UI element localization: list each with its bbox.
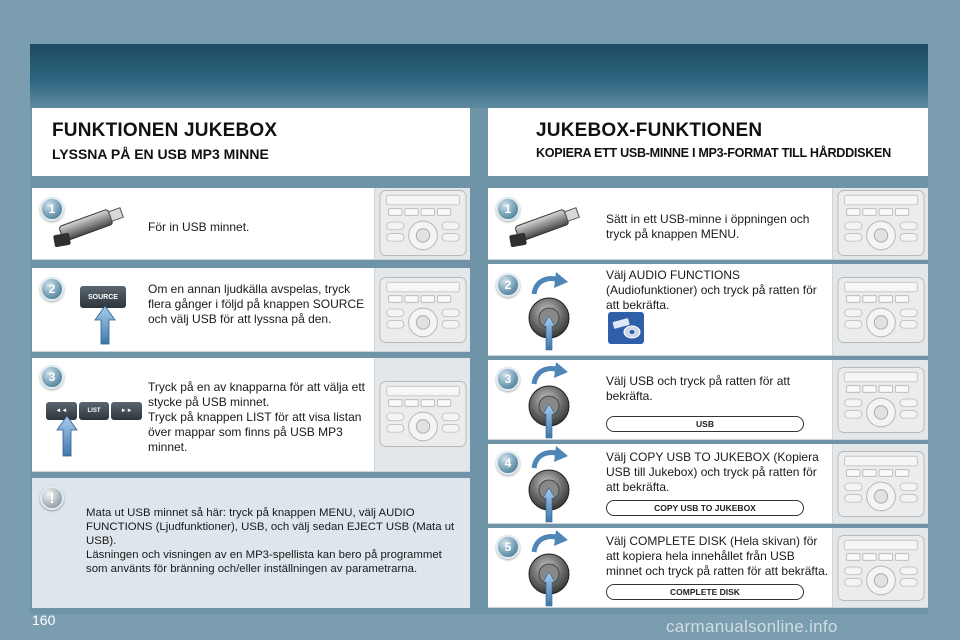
- radio-panel-thumb: [374, 268, 470, 351]
- step-text: Välj COPY USB TO JUKEBOX (Kopiera USB till Jukebox) och tryck på ratten för att bekräfta.: [606, 450, 819, 494]
- warning-icon: !: [40, 486, 64, 510]
- step-badge: 1: [40, 197, 64, 221]
- right-step-3: [488, 360, 928, 440]
- step-text: Om en annan ljudkälla avspelas, tryck flera gånger i följd på knappen SOURCE och välj USB för att lyssna på den.: [148, 282, 365, 326]
- top-banner: [30, 44, 928, 108]
- right-header: [488, 108, 928, 176]
- usb-to-jukebox-icon: [608, 312, 644, 344]
- step-text: Välj AUDIO FUNCTIONS (Audiofunktioner) och tryck på ratten för att bekräfta.: [606, 268, 817, 312]
- right-step-2: [488, 264, 928, 356]
- left-step-2: [32, 268, 470, 352]
- usb-stick-icon: [50, 200, 130, 250]
- press-arrow-icon: [56, 414, 78, 458]
- prev-track-button: ◄◄: [46, 402, 77, 420]
- radio-panel-icon: [837, 189, 925, 257]
- step-text: Tryck på en av knapparna för att välja ett stycke på USB minnet. Tryck på knappen LIST för att visa listan över mappar som finns på USB MP3 minnet.: [148, 380, 366, 454]
- radio-panel-thumb: [374, 188, 470, 259]
- step-badge: 5: [496, 535, 520, 559]
- radio-panel-thumb: [832, 360, 928, 439]
- right-title: JUKEBOX-FUNKTIONEN: [536, 120, 763, 141]
- radio-panel-icon: [837, 450, 925, 518]
- rotary-knob-icon: [526, 362, 572, 440]
- radio-panel-icon: [837, 534, 925, 602]
- list-button: LIST: [79, 402, 110, 420]
- left-step-1: [32, 188, 470, 260]
- radio-panel-icon: [379, 189, 467, 257]
- press-arrow-icon: [94, 304, 116, 346]
- left-header: [32, 108, 470, 176]
- step-badge: 2: [40, 277, 64, 301]
- rotary-knob-icon: [526, 270, 572, 352]
- page-number: 160: [32, 612, 56, 628]
- next-track-button: ►►: [111, 402, 142, 420]
- radio-panel-icon: [837, 366, 925, 434]
- step-text: Välj COMPLETE DISK (Hela skivan) för att kopiera hela innehållet från USB minnet och tryck på ratten för att bekräfta.: [606, 534, 829, 578]
- radio-panel-thumb: [832, 444, 928, 523]
- radio-panel-icon: [379, 276, 467, 344]
- right-step-5: [488, 528, 928, 608]
- menu-option-usb: USB: [606, 416, 804, 432]
- step-badge: 3: [496, 367, 520, 391]
- menu-option-complete-disk: COMPLETE DISK: [606, 584, 804, 600]
- source-button: SOURCE: [80, 286, 126, 308]
- eject-note: [32, 478, 470, 608]
- usb-stick-icon: [506, 200, 586, 250]
- radio-panel-thumb: [832, 264, 928, 355]
- radio-panel-icon: [379, 380, 467, 448]
- left-step-3: [32, 358, 470, 472]
- step-badge: 3: [40, 365, 64, 389]
- left-title: FUNKTIONEN JUKEBOX: [52, 120, 278, 141]
- radio-panel-thumb: [832, 528, 928, 607]
- note-text: Mata ut USB minnet så här: tryck på knappen MENU, välj AUDIO FUNCTIONS (Ljudfunktioner), USB, och välj sedan EJECT USB (Mata ut USB). Läsningen och visningen av en MP3-spellista kan bero på programmet som använts för bränning och/eller inställningen av parametrarna.: [86, 507, 455, 575]
- left-subtitle: LYSSNA PÅ EN USB MP3 MINNE: [52, 146, 269, 162]
- step-text: Välj USB och tryck på ratten för att bekräfta.: [606, 374, 791, 403]
- right-subtitle: KOPIERA ETT USB-MINNE I MP3-FORMAT TILL HÅRDDISKEN: [536, 146, 891, 160]
- step-badge: 2: [496, 273, 520, 297]
- step-text: Sätt in ett USB-minne i öppningen och tryck på knappen MENU.: [606, 212, 810, 241]
- radio-panel-thumb: [832, 188, 928, 259]
- step-text: För in USB minnet.: [148, 220, 250, 234]
- radio-panel-icon: [837, 276, 925, 344]
- rotary-knob-icon: [526, 530, 572, 608]
- step-badge: 1: [496, 197, 520, 221]
- right-step-1: [488, 188, 928, 260]
- watermark: carmanualsonline.info: [666, 617, 838, 636]
- right-step-4: [488, 444, 928, 524]
- rotary-knob-icon: [526, 446, 572, 524]
- menu-option-copy-usb-to-jukebox: COPY USB TO JUKEBOX: [606, 500, 804, 516]
- radio-panel-thumb: [374, 358, 470, 471]
- step-badge: 4: [496, 451, 520, 475]
